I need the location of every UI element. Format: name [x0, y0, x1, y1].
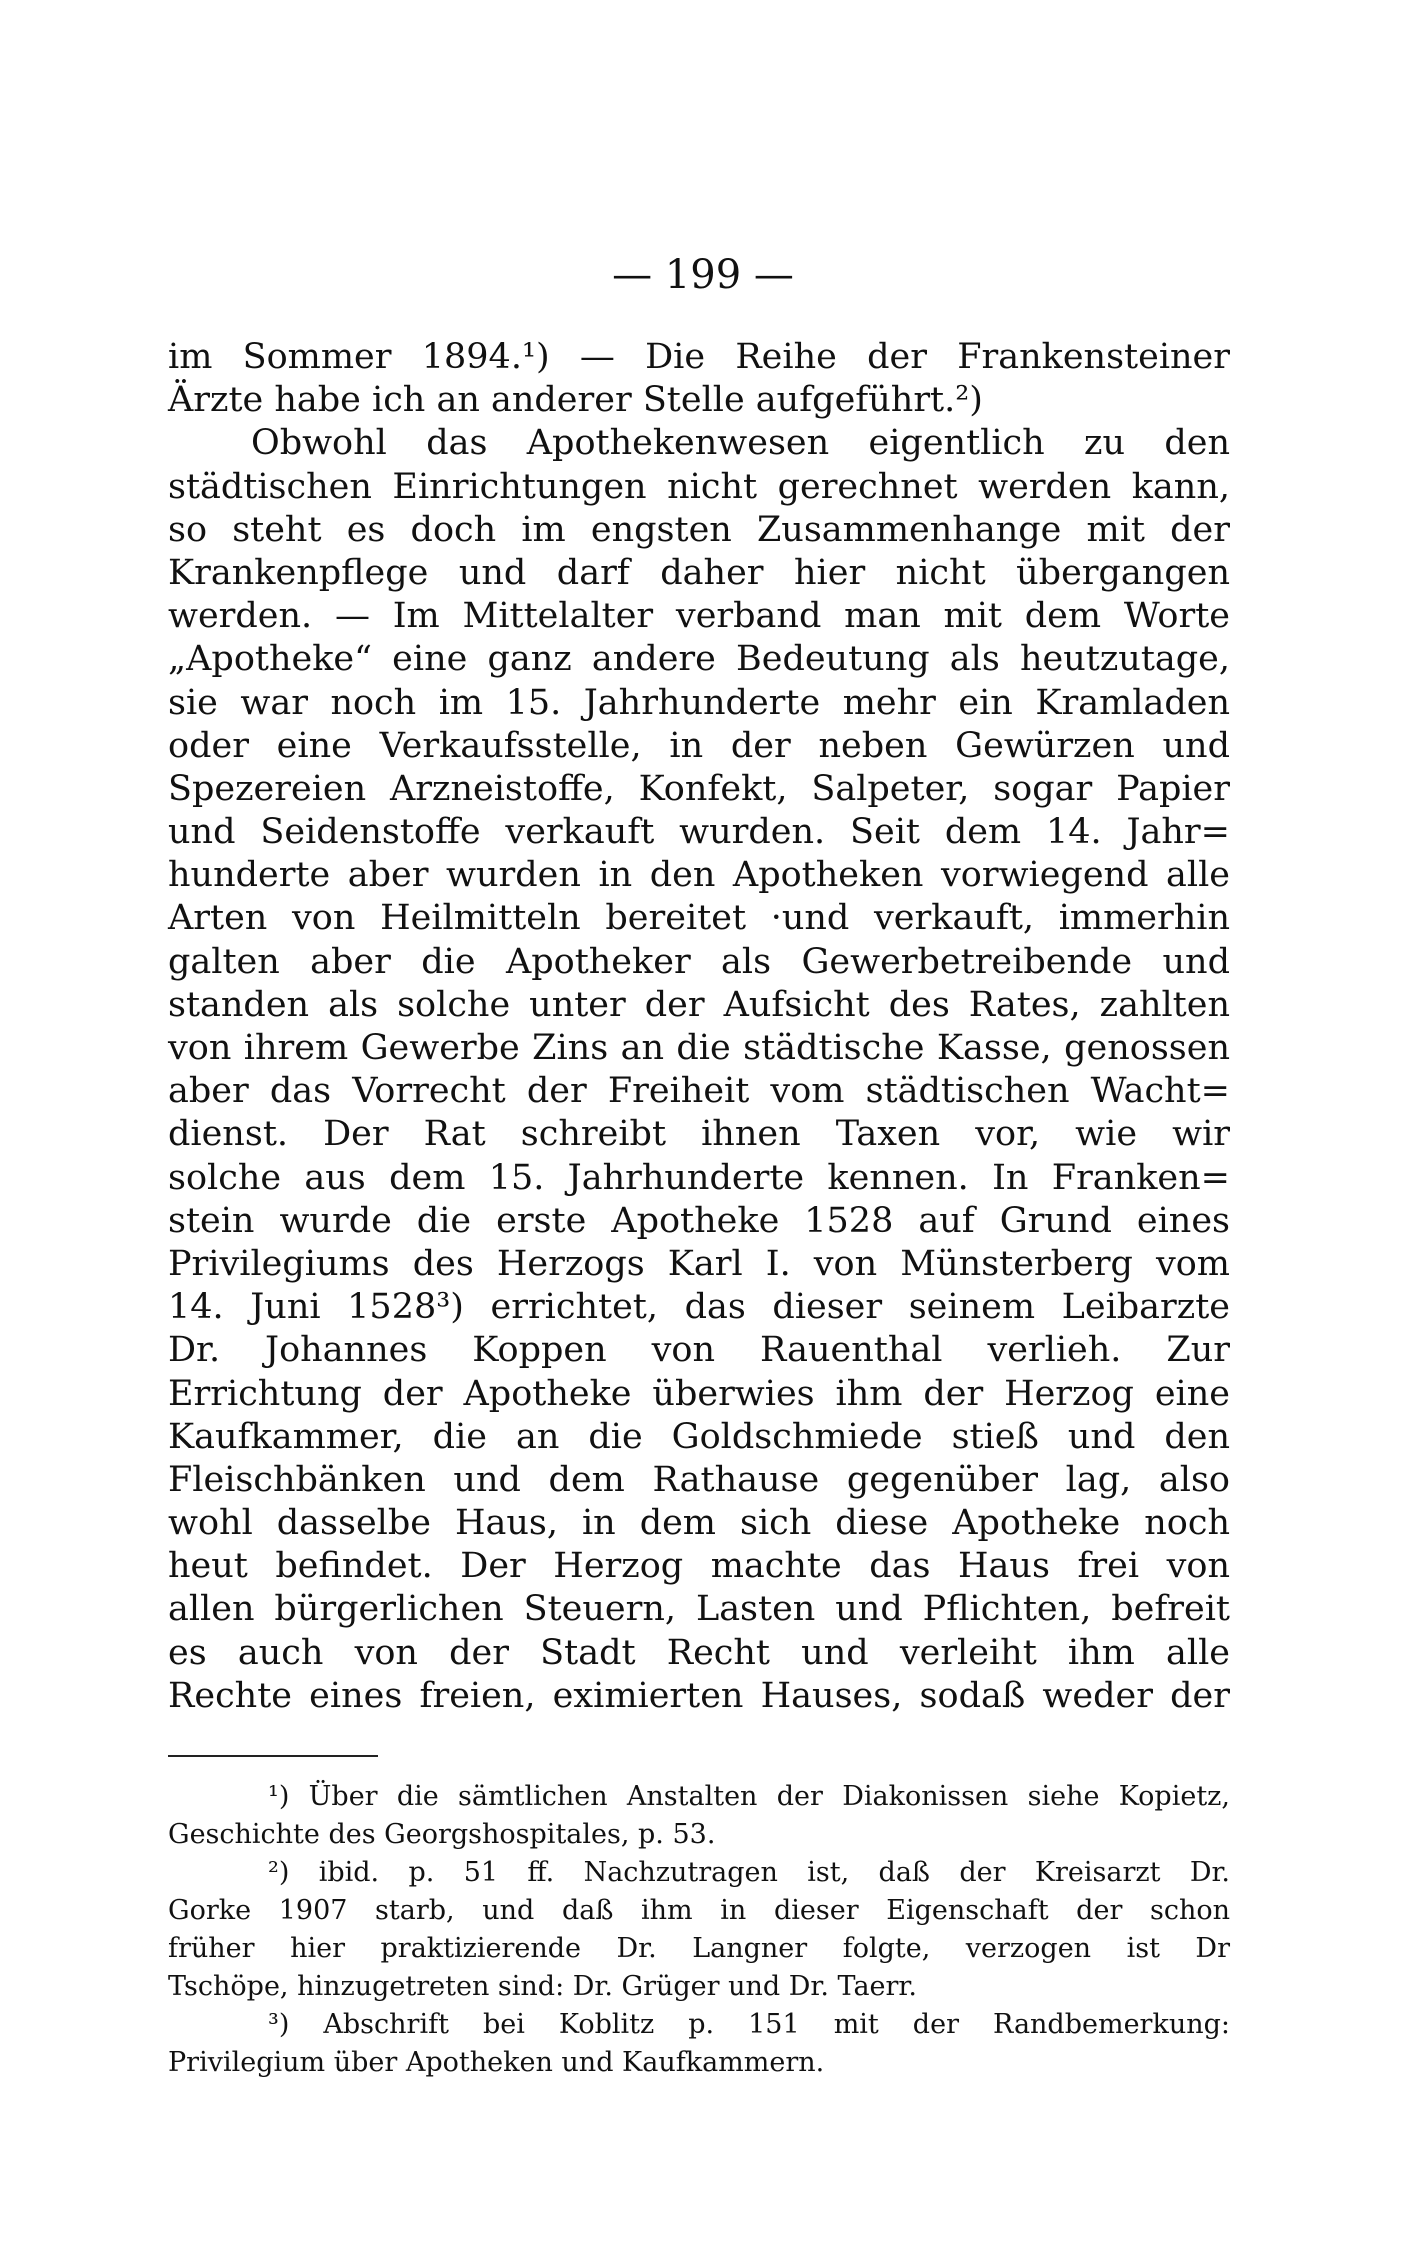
body-line: Fleischbänken und dem Rathause gegenüber lag, also	[168, 1459, 1230, 1500]
body-line: städtischen Einrichtungen nicht gerechnet werden kann,	[168, 466, 1230, 507]
body-line: Krankenpflege und darf daher hier nicht übergangen	[168, 552, 1230, 593]
body-line: oder eine Verkaufsstelle, in der neben Gewürzen und	[168, 725, 1230, 766]
body-line: heut befindet. Der Herzog machte das Haus frei von	[168, 1546, 1230, 1587]
footnote-divider	[168, 1755, 378, 1757]
body-line: Ärzte habe ich an anderer Stelle aufgeführt.²)	[168, 380, 983, 421]
footnote-line: früher hier praktizierende Dr. Langner folgte, verzogen ist Dr	[168, 1933, 1230, 1964]
body-line: galten aber die Apotheker als Gewerbetreibende und	[168, 941, 1230, 982]
footnote-line: Gorke 1907 starb, und daß ihm in dieser Eigenschaft der schon	[168, 1895, 1230, 1926]
body-line: dienst. Der Rat schreibt ihnen Taxen vor, wie wir	[168, 1114, 1230, 1155]
footnote-line: ²) ibid. p. 51 ff. Nachzutragen ist, daß der Kreisarzt Dr.	[268, 1857, 1230, 1888]
body-line: „Apotheke“ eine ganz andere Bedeutung als heutzutage,	[168, 639, 1230, 680]
body-line: allen bürgerlichen Steuern, Lasten und Pflichten, befreit	[168, 1589, 1230, 1630]
body-line: es auch von der Stadt Recht und verleiht ihm alle	[168, 1632, 1230, 1673]
body-line: Spezereien Arzneistoffe, Konfekt, Salpeter, sogar Papier	[168, 768, 1230, 809]
footnote-line: Tschöpe, hinzugetreten sind: Dr. Grüger und Dr. Taerr.	[168, 1971, 917, 2002]
footnote-line: Privilegium über Apotheken und Kaufkammern.	[168, 2047, 825, 2078]
body-line: Kaufkammer, die an die Goldschmiede stieß und den	[168, 1416, 1230, 1457]
body-line: hunderte aber wurden in den Apotheken vorwiegend alle	[168, 855, 1230, 896]
body-line: von ihrem Gewerbe Zins an die städtische Kasse, genossen	[168, 1028, 1230, 1068]
body-line: stein wurde die erste Apotheke 1528 auf Grund eines	[168, 1200, 1230, 1241]
body-line: Rechte eines freien, eximierten Hauses, sodaß weder der	[168, 1675, 1230, 1716]
body-line: 14. Juni 1528³) errichtet, das dieser seinem Leibarzte	[168, 1287, 1230, 1328]
body-line: Privilegiums des Herzogs Karl I. von Münsterberg vom	[168, 1243, 1230, 1284]
footnote-line: ¹) Über die sämtlichen Anstalten der Diakonissen siehe Kopietz,	[268, 1781, 1230, 1812]
body-line: im Sommer 1894.¹) — Die Reihe der Frankensteiner	[168, 337, 1230, 377]
body-line: sie war noch im 15. Jahrhunderte mehr ein Kramladen	[168, 682, 1230, 723]
body-line: wohl dasselbe Haus, in dem sich diese Apotheke noch	[168, 1503, 1230, 1544]
body-line: Errichtung der Apotheke überwies ihm der Herzog eine	[168, 1373, 1230, 1414]
footnotes	[168, 1778, 1230, 2082]
body-text	[168, 336, 1230, 1718]
body-line: Dr. Johannes Koppen von Rauenthal verlieh. Zur	[168, 1330, 1230, 1371]
footnote-line: ³) Abschrift bei Koblitz p. 151 mit der Randbemerkung:	[268, 2009, 1230, 2040]
body-line: solche aus dem 15. Jahrhunderte kennen. In Franken=	[168, 1157, 1230, 1198]
body-line: werden. — Im Mittelalter verband man mit dem Worte	[168, 596, 1230, 637]
body-line: aber das Vorrecht der Freiheit vom städtischen Wacht=	[168, 1071, 1230, 1112]
body-line: so steht es doch im engsten Zusammenhange mit der	[168, 509, 1230, 550]
body-line: und Seidenstoffe verkauft wurden. Seit dem 14. Jahr=	[168, 812, 1230, 853]
body-line: standen als solche unter der Aufsicht des Rates, zahlten	[168, 984, 1230, 1025]
footnote-line: Geschichte des Georgshospitales, p. 53.	[168, 1819, 716, 1850]
page-number: — 199 —	[612, 252, 794, 298]
body-line: Obwohl das Apothekenwesen eigentlich zu den	[251, 423, 1230, 464]
body-line: Arten von Heilmitteln bereitet ·und verkauft, immerhin	[168, 898, 1230, 939]
